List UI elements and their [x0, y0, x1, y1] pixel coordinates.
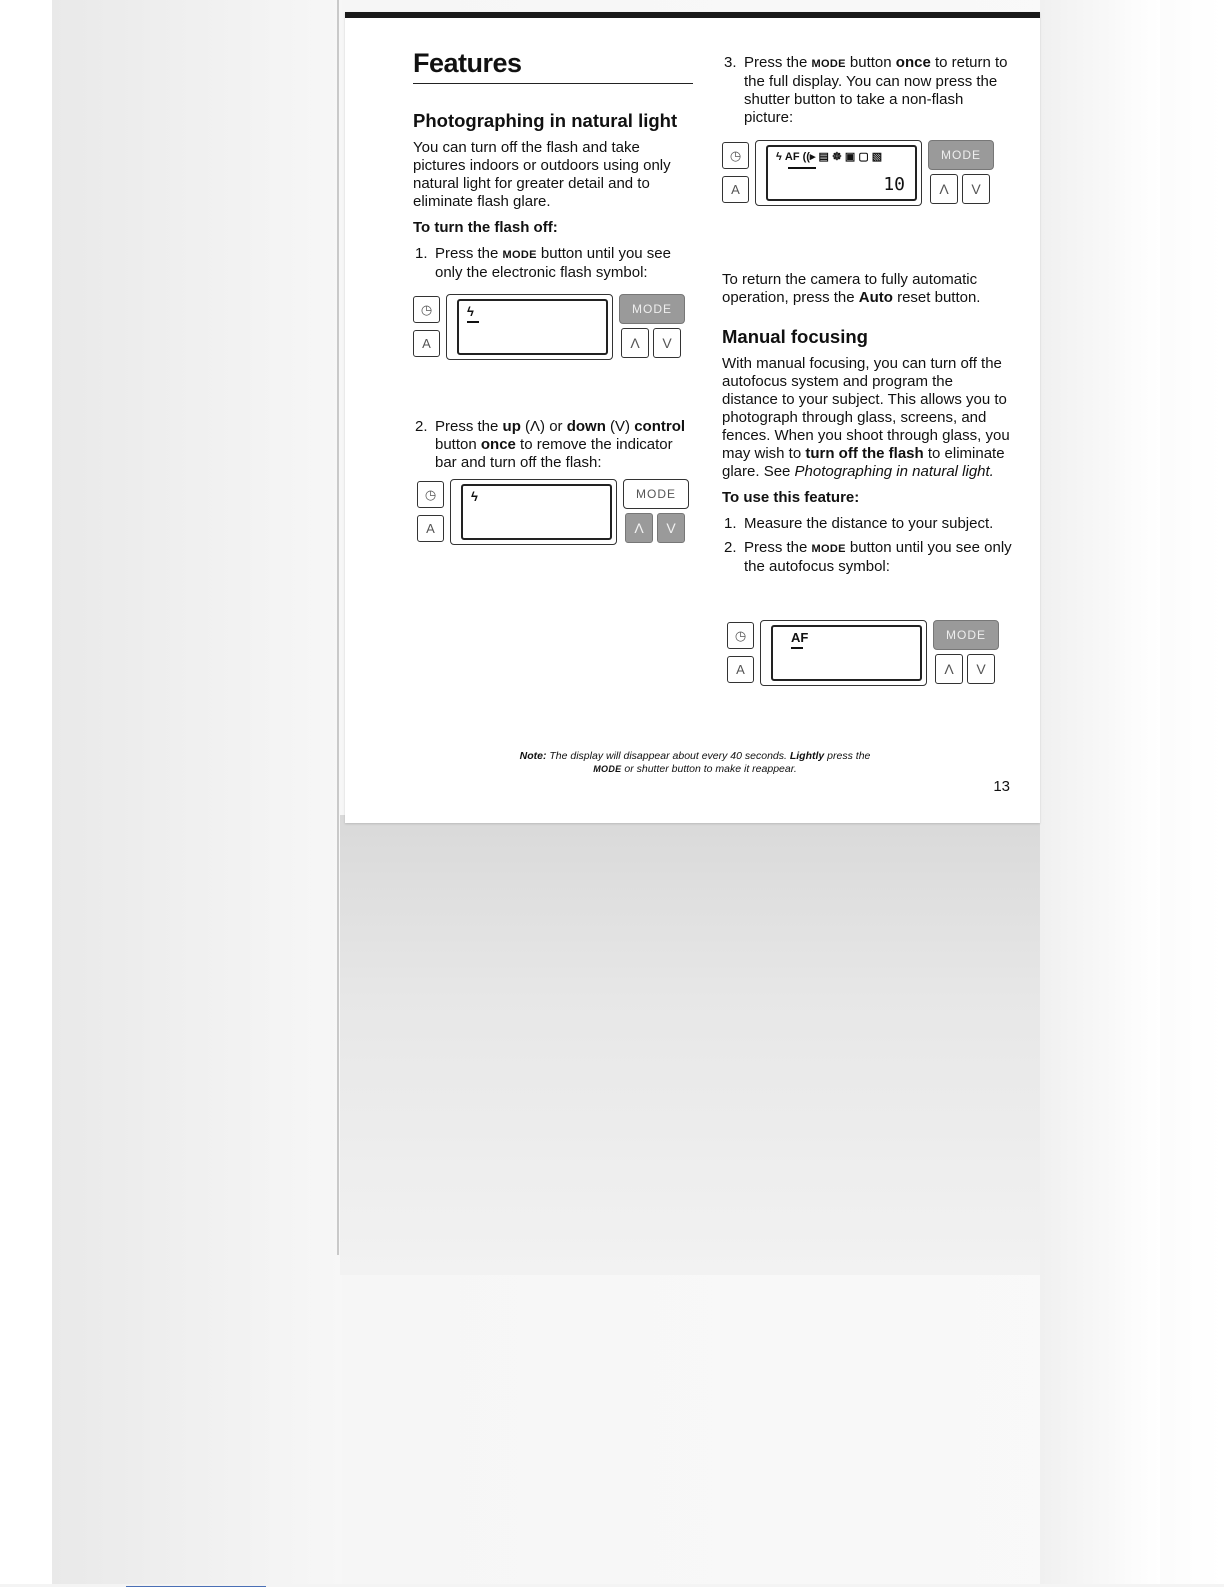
af-symbol: AF — [791, 630, 809, 645]
page-number: 13 — [993, 778, 1010, 795]
camera-display-af — [727, 620, 1003, 688]
step-text: button until you see only the autofocus symbol: — [744, 539, 1012, 575]
list-item — [413, 418, 693, 472]
mode-word: MODE — [811, 543, 846, 555]
lcd-symbols: ϟ AF ((▸ ▤ ☸ ▣ ▢ ▧ — [776, 151, 883, 163]
down-button: V — [967, 654, 995, 684]
down-button: V — [653, 328, 681, 358]
note-label: Note: — [519, 750, 547, 762]
step-number: 1. — [415, 245, 428, 262]
left-column — [413, 48, 693, 472]
left-page-edge — [52, 0, 342, 1584]
lcd-panel — [760, 620, 927, 686]
list-item — [722, 54, 1012, 127]
auto-word: Auto — [858, 289, 893, 306]
right-page-edge — [1040, 0, 1160, 1584]
step-number: 2. — [415, 418, 428, 435]
lightly-word: Lightly — [789, 750, 825, 762]
note-text: press the — [824, 750, 871, 762]
self-timer-icon: ◷ — [424, 486, 437, 502]
down-word: down — [566, 418, 606, 435]
step-text: Measure the distance to your subject. — [744, 515, 994, 532]
camera-display-flash-bar — [413, 294, 689, 362]
mode-button: MODE — [933, 620, 999, 650]
flash-off-subheading: To turn the flash off: — [413, 219, 558, 236]
camera-display-flash-off — [417, 479, 693, 547]
self-timer-icon: ◷ — [734, 627, 747, 643]
down-button: V — [657, 513, 685, 543]
paragraph-text: to eliminate glare. See — [722, 445, 1005, 480]
indicator-bar — [788, 167, 816, 169]
mode-word: MODE — [502, 249, 537, 261]
up-button: Λ — [625, 513, 653, 543]
lcd-screen — [766, 145, 917, 201]
note-text: The display will disappear about every 40 seconds. — [546, 750, 790, 762]
mode-button: MODE — [619, 294, 685, 324]
once-word: once — [895, 54, 931, 71]
control-word: control — [634, 418, 686, 435]
mode-button: MODE — [928, 140, 994, 170]
paragraph-text: With manual focusing, you can turn off the autofocus system and program the distance to your subject. This allows you to photograph through glass, screens, and fences. When you shoot through glass, you may wish to — [722, 355, 1010, 462]
step-text: button — [845, 54, 896, 71]
step-number: 2. — [724, 539, 737, 556]
mode-word: MODE — [593, 764, 622, 774]
self-timer-button — [727, 622, 754, 649]
self-timer-button — [722, 142, 749, 169]
paragraph-text: To return the camera to fully automatic operation, press the — [722, 271, 978, 306]
step-text: Press the — [744, 54, 812, 71]
self-timer-button — [413, 296, 440, 323]
lcd-panel — [446, 294, 613, 360]
lcd-panel — [755, 140, 922, 206]
auto-button — [413, 330, 440, 357]
list-item — [722, 515, 1012, 533]
lcd-screen — [461, 484, 612, 540]
auto-reset-paragraph — [722, 271, 1012, 307]
step-number: 1. — [724, 515, 737, 532]
step-text: Press the — [744, 539, 812, 556]
up-word: up — [502, 418, 521, 435]
step-text: (Λ) or — [520, 418, 567, 435]
lcd-panel — [450, 479, 617, 545]
natural-light-heading: Photographing in natural light — [413, 110, 678, 131]
note-text: or shutter button to make it reappear. — [621, 763, 797, 775]
once-word: once — [480, 436, 516, 453]
up-button: Λ — [930, 174, 958, 204]
lcd-screen — [457, 299, 608, 355]
manual-focus-intro — [722, 355, 1012, 481]
self-timer-icon: ◷ — [420, 301, 433, 317]
auto-button — [417, 515, 444, 542]
cross-reference: Photographing in natural light. — [794, 463, 994, 480]
turn-off-flash-bold: turn off the flash — [805, 445, 924, 462]
natural-light-intro: You can turn off the flash and take pictures indoors or outdoors using only natural light for greater detail and to eliminate flash glare. — [413, 139, 671, 210]
mode-word: MODE — [811, 58, 846, 70]
section-title: Features — [413, 48, 693, 84]
step-number: 3. — [724, 54, 737, 71]
self-timer-icon: ◷ — [729, 147, 742, 163]
step-text: to return to the full display. You can now press the shutter button to take a non-flash picture: — [744, 54, 1008, 126]
down-button: V — [962, 174, 990, 204]
auto-button-label: A — [422, 336, 431, 351]
spine-line — [337, 0, 339, 1255]
step-text: button until you see only the electronic flash symbol: — [435, 245, 671, 281]
manual-focus-heading: Manual focusing — [722, 326, 868, 347]
flash-icon: ϟ — [471, 489, 478, 504]
step-text: (V) — [605, 418, 635, 435]
flash-icon: ϟ — [467, 304, 474, 319]
auto-button — [727, 656, 754, 683]
self-timer-button — [417, 481, 444, 508]
step-text: Press the — [435, 418, 503, 435]
manual-page — [345, 12, 1040, 823]
frame-counter: 10 — [883, 174, 905, 195]
camera-display-full — [722, 140, 998, 208]
auto-button-label: A — [426, 521, 435, 536]
auto-button — [722, 176, 749, 203]
list-item — [722, 539, 1012, 576]
up-button: Λ — [935, 654, 963, 684]
list-item — [413, 245, 693, 282]
page-shadow — [340, 815, 1040, 1275]
paragraph-text: reset button. — [892, 289, 981, 306]
up-button: Λ — [621, 328, 649, 358]
step-text: to remove the indicator bar and turn off the flash: — [435, 436, 673, 471]
lcd-screen — [771, 625, 922, 681]
footnote — [505, 750, 885, 776]
mode-button: MODE — [623, 479, 689, 509]
auto-button-label: A — [731, 182, 740, 197]
step-text: button — [435, 436, 481, 453]
right-column — [722, 48, 1012, 576]
step-text: Press the — [435, 245, 503, 262]
auto-button-label: A — [736, 662, 745, 677]
indicator-bar — [467, 321, 479, 323]
use-feature-subheading: To use this feature: — [722, 489, 860, 506]
indicator-bar — [791, 647, 803, 649]
